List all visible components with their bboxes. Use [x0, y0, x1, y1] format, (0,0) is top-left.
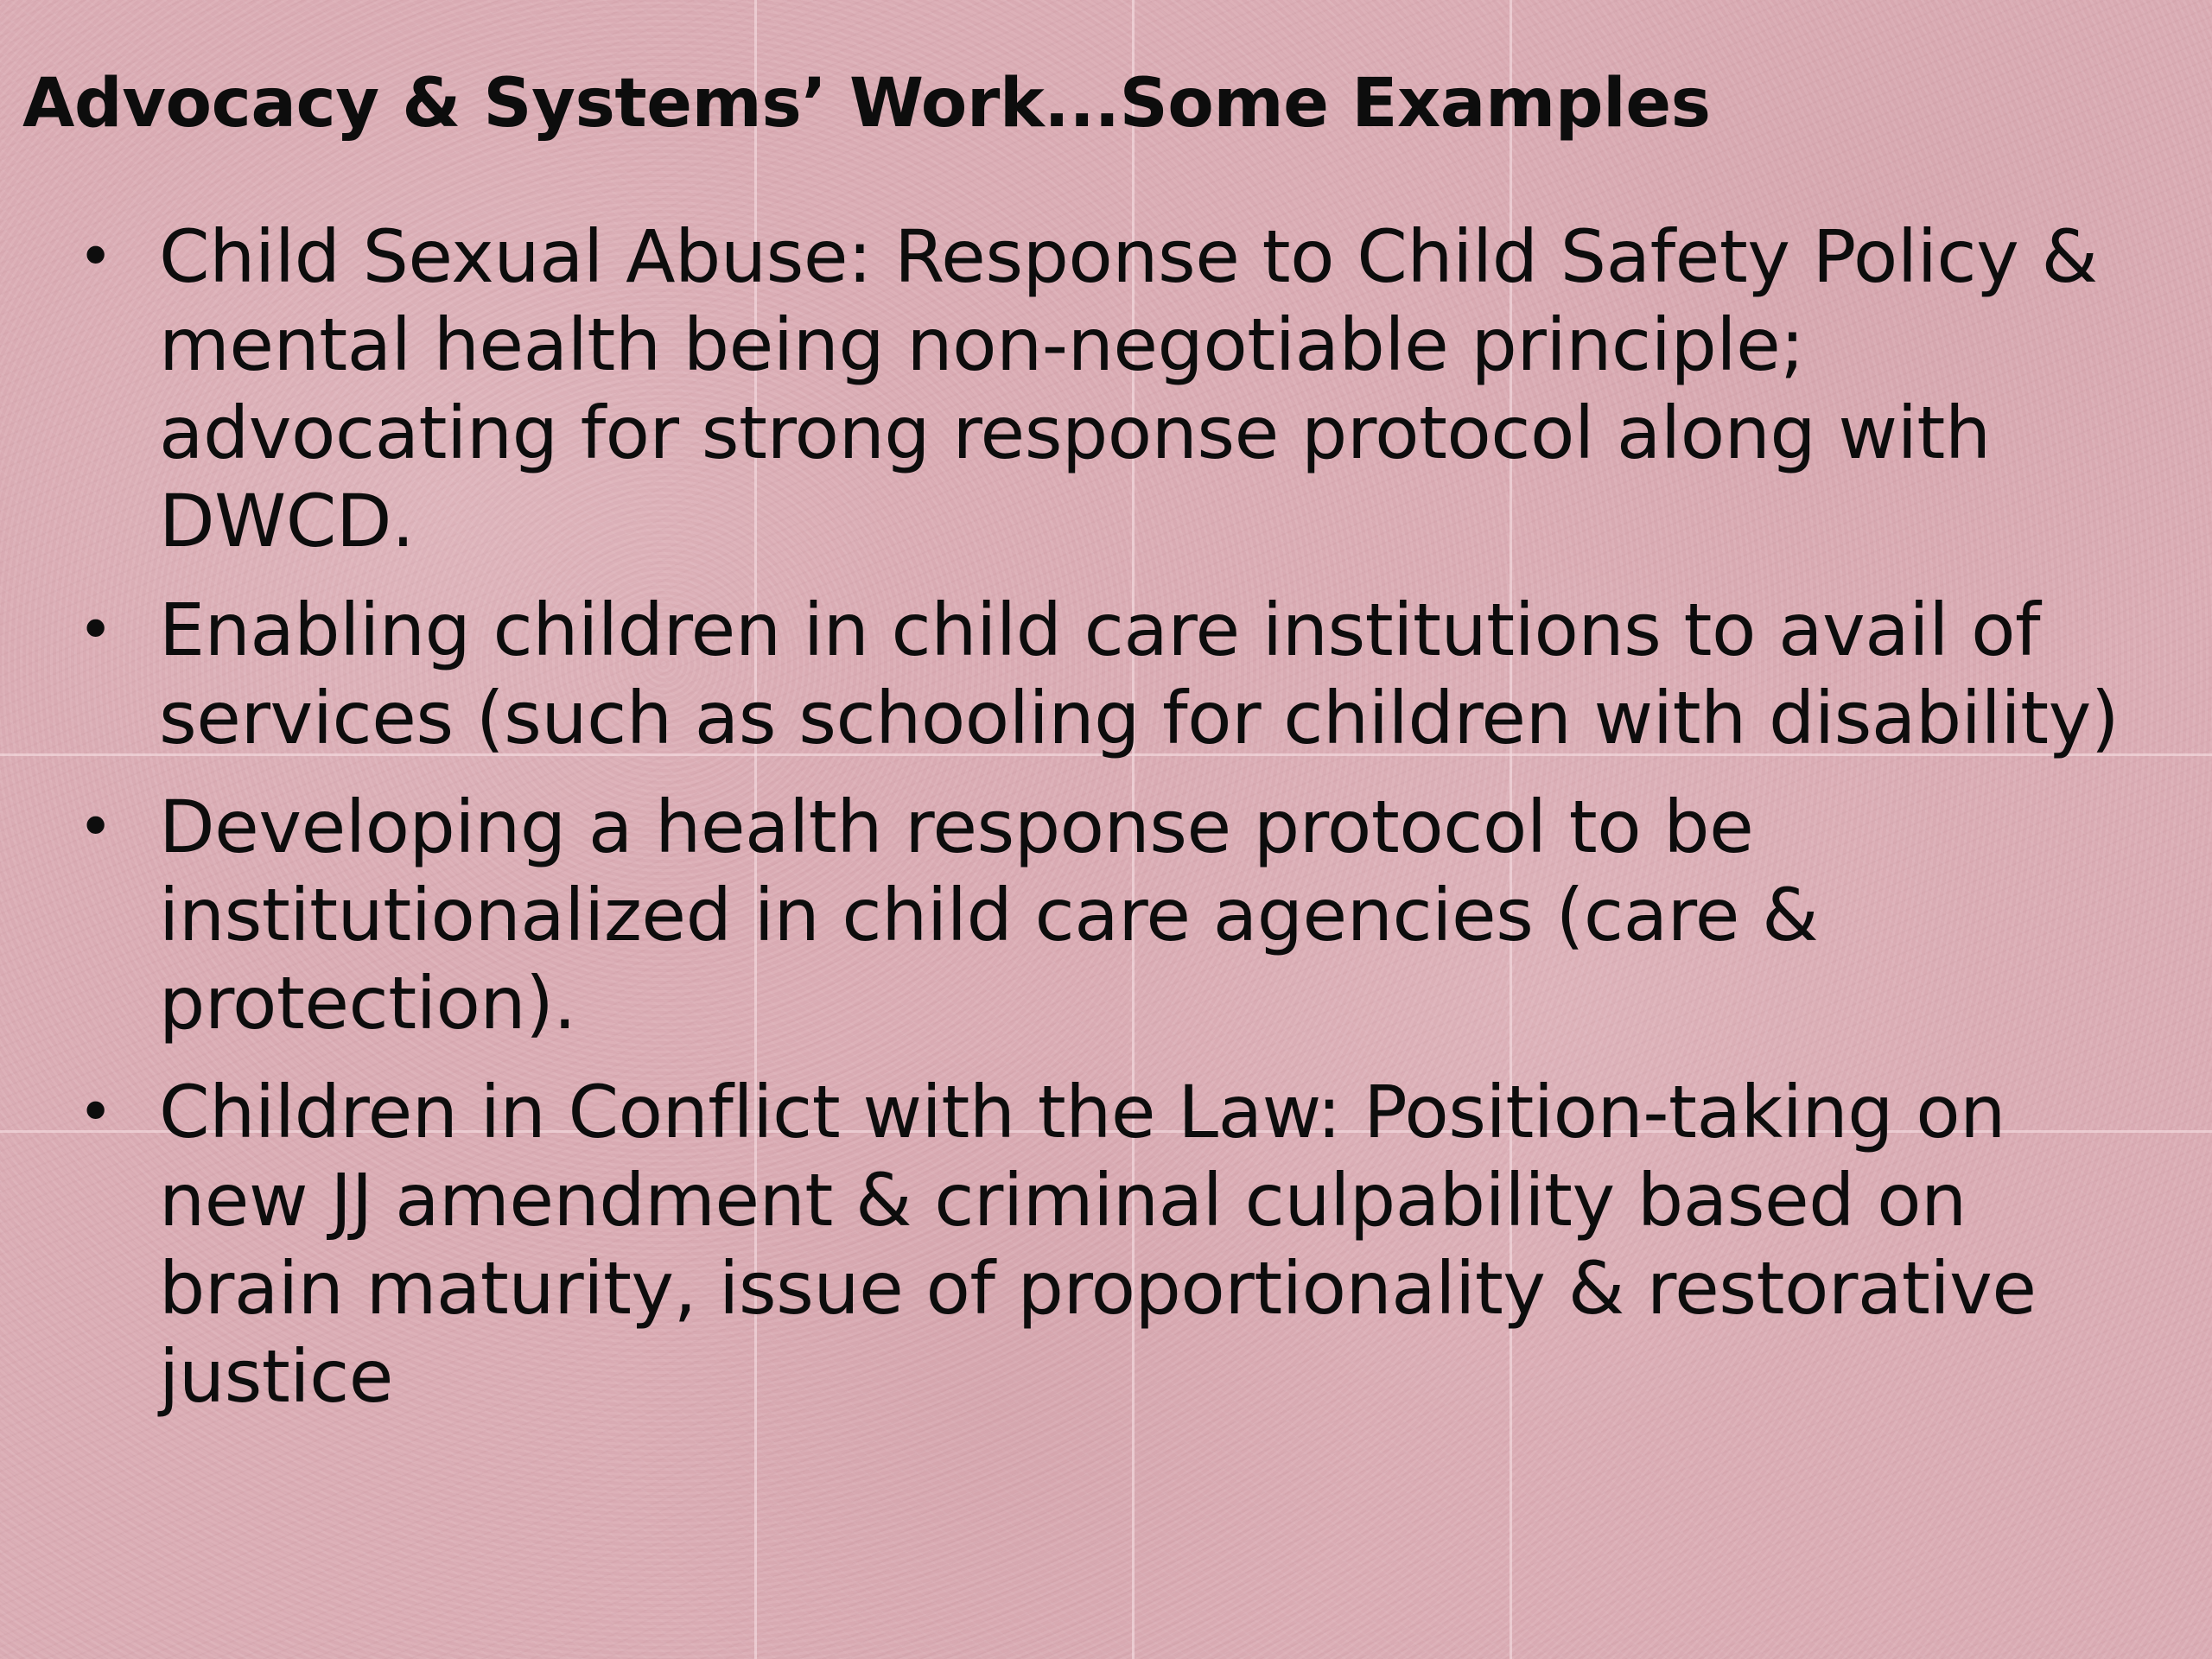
bullet-text: Enabling children in child care institutions to avail of services (such as schooling for children with disability): [159, 588, 2120, 760]
bullet-dot-icon: •: [78, 791, 113, 862]
bullet-text: Developing a health response protocol to be institutionalized in child care agencies (care & protection).: [159, 785, 1819, 1046]
bullet-item: [0, 1068, 2129, 1421]
bullet-text: Children in Conflict with the Law: Position-taking on new JJ amendment & criminal culpability based on brain maturity, issue of proportionality & restorative justice: [159, 1070, 2037, 1419]
bullet-item: [0, 783, 2129, 1047]
bullet-dot-icon: •: [78, 594, 113, 665]
bullet-dot-icon: •: [78, 1077, 113, 1147]
bullet-dot-icon: •: [78, 221, 113, 292]
bullet-text: Child Sexual Abuse: Response to Child Safety Policy & mental health being non-negotiable principle; advocating for strong response protocol along with DWCD.: [159, 214, 2098, 563]
slide-title: Advocacy & Systems’ Work...Some Examples: [22, 65, 1711, 143]
bullet-item: [0, 586, 2129, 762]
bullet-list: [0, 213, 2212, 1441]
bullet-item: [0, 213, 2129, 565]
